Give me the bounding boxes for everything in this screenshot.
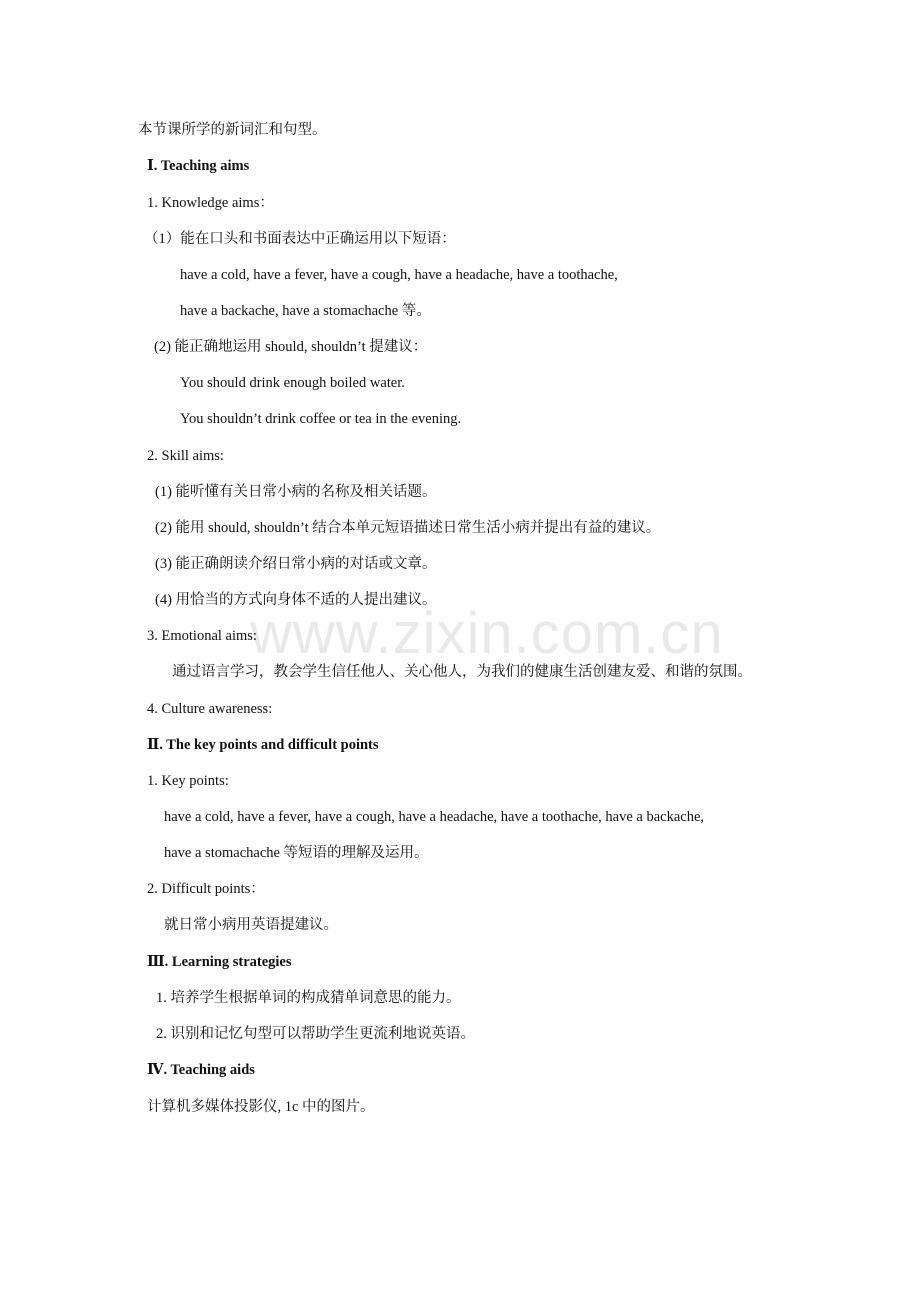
key-points-line-1: have a cold, have a fever, have a cough, have a headache, have a toothache, have a backache,	[164, 809, 705, 825]
phrases-line-1: have a cold, have a fever, have a cough, have a headache, have a toothache,	[180, 267, 618, 283]
skill-aim-2: (2) 能用 should, shouldn’t 结合本单元短语描述日常生活小病并提出有益的建议。	[155, 520, 661, 536]
key-points-label: 1. Key points:	[147, 773, 229, 789]
key-points-line-2: have a stomachache 等短语的理解及运用。	[164, 845, 429, 861]
knowledge-aim-1: （1）能在口头和书面表达中正确运用以下短语：	[144, 231, 456, 247]
intro-line: 本节课所学的新词汇和句型。	[138, 122, 327, 138]
strategy-1: 1. 培养学生根据单词的构成猜单词意思的能力。	[156, 990, 461, 1006]
skill-aim-1: (1) 能听懂有关日常小病的名称及相关话题。	[155, 484, 437, 500]
teaching-aids-text: 计算机多媒体投影仪, 1c 中的图片。	[147, 1099, 375, 1115]
heading-teaching-aids: Ⅳ. Teaching aids	[147, 1062, 255, 1078]
strategy-2: 2. 识别和记忆句型可以帮助学生更流利地说英语。	[156, 1026, 475, 1042]
difficult-points-text: 就日常小病用英语提建议。	[164, 917, 338, 933]
phrases-line-2: have a backache, have a stomachache 等。	[180, 303, 431, 319]
knowledge-aim-2: (2) 能正确地运用 should, shouldn’t 提建议：	[154, 339, 428, 355]
skill-aim-3: (3) 能正确朗读介绍日常小病的对话或文章。	[155, 556, 437, 572]
example-sentence-2: You shouldn’t drink coffee or tea in the evening.	[180, 411, 462, 427]
emotional-aims-label: 3. Emotional aims:	[147, 628, 257, 644]
difficult-points-label: 2. Difficult points：	[147, 881, 265, 897]
skill-aim-4: (4) 用恰当的方式向身体不适的人提出建议。	[155, 592, 437, 608]
skill-aims-label: 2. Skill aims:	[147, 448, 224, 464]
culture-awareness-label: 4. Culture awareness:	[147, 701, 273, 717]
knowledge-aims-label: 1. Knowledge aims：	[147, 195, 274, 211]
heading-key-points: Ⅱ. The key points and difficult points	[147, 737, 379, 753]
heading-teaching-aims: Ⅰ. Teaching aims	[147, 158, 250, 174]
emotional-aims-text: 通过语言学习，教会学生信任他人、关心他人，为我们的健康生活创建友爱、和谐的氛围。	[172, 664, 752, 680]
heading-learning-strategies: Ⅲ. Learning strategies	[147, 954, 292, 970]
watermark: www.zixin.com.cn	[250, 601, 724, 666]
example-sentence-1: You should drink enough boiled water.	[180, 375, 405, 391]
